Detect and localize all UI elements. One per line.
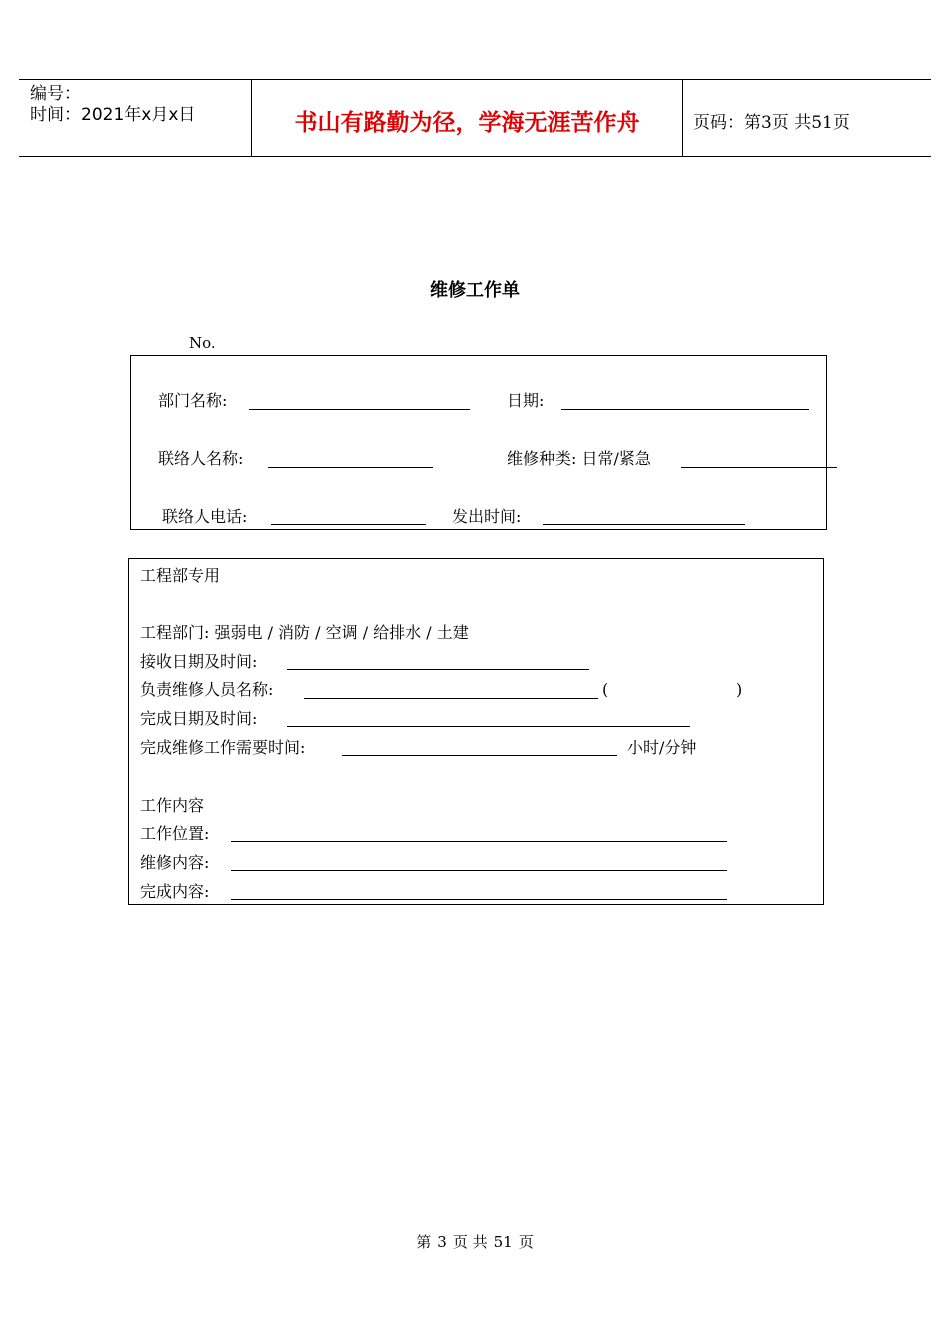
contact-phone-field[interactable] xyxy=(271,524,426,525)
contact-phone-label: 联络人电话: xyxy=(162,507,248,526)
department-name-field[interactable] xyxy=(249,409,470,410)
repair-content-label: 维修内容: xyxy=(140,853,210,872)
footer-middle: 页 共 xyxy=(452,1233,488,1251)
repair-type-field[interactable] xyxy=(681,467,837,468)
complete-time-field[interactable] xyxy=(287,726,690,727)
footer-suffix: 页 xyxy=(518,1233,534,1251)
issue-time-field[interactable] xyxy=(543,524,745,525)
paren-close: ) xyxy=(736,680,743,699)
header-divider-right xyxy=(682,79,683,157)
duration-label: 完成维修工作需要时间: xyxy=(140,738,306,757)
repair-type-label: 维修种类: 日常/紧急 xyxy=(507,449,651,468)
time-label: 时间：2021年x月x日 xyxy=(30,105,196,125)
number-label: No. xyxy=(189,334,216,352)
issue-time-label: 发出时间: xyxy=(452,507,522,526)
duration-unit: 小时/分钟 xyxy=(627,738,697,757)
request-form-box xyxy=(130,355,827,530)
done-content-label: 完成内容: xyxy=(140,882,210,901)
footer-total: 51 xyxy=(493,1233,513,1251)
footer-page: 3 xyxy=(437,1233,447,1251)
document-title: 维修工作单 xyxy=(430,280,520,301)
header-top-border xyxy=(19,79,931,80)
header-motto: 书山有路勤为径，学海无涯苦作舟 xyxy=(294,109,640,136)
receive-time-label: 接收日期及时间: xyxy=(140,652,258,671)
contact-name-label: 联络人名称: xyxy=(158,449,244,468)
work-location-field[interactable] xyxy=(231,841,727,842)
responsible-person-label: 负责维修人员名称: xyxy=(140,680,274,699)
header-page-info: 页码：第3页 共51页 xyxy=(693,113,850,133)
done-content-field[interactable] xyxy=(231,899,727,900)
engineering-section-title: 工程部专用 xyxy=(140,566,221,585)
work-location-label: 工作位置: xyxy=(140,824,210,843)
engineering-box xyxy=(128,558,824,905)
contact-name-field[interactable] xyxy=(268,467,433,468)
footer-prefix: 第 xyxy=(416,1233,432,1251)
receive-time-field[interactable] xyxy=(287,669,589,670)
engineering-department-label: 工程部门: 强弱电 / 消防 / 空调 / 给排水 / 土建 xyxy=(140,623,469,642)
date-label: 日期: xyxy=(507,391,545,410)
department-name-label: 部门名称: xyxy=(158,391,228,410)
header-bottom-border xyxy=(19,156,931,157)
serial-number-label: 编号： xyxy=(30,84,81,104)
complete-time-label: 完成日期及时间: xyxy=(140,709,258,728)
duration-field[interactable] xyxy=(342,755,617,756)
responsible-person-field[interactable] xyxy=(304,698,598,699)
page-footer xyxy=(0,1231,950,1252)
work-content-title: 工作内容 xyxy=(140,796,205,815)
paren-open: ( xyxy=(602,680,609,699)
repair-content-field[interactable] xyxy=(231,870,727,871)
date-field[interactable] xyxy=(561,409,809,410)
